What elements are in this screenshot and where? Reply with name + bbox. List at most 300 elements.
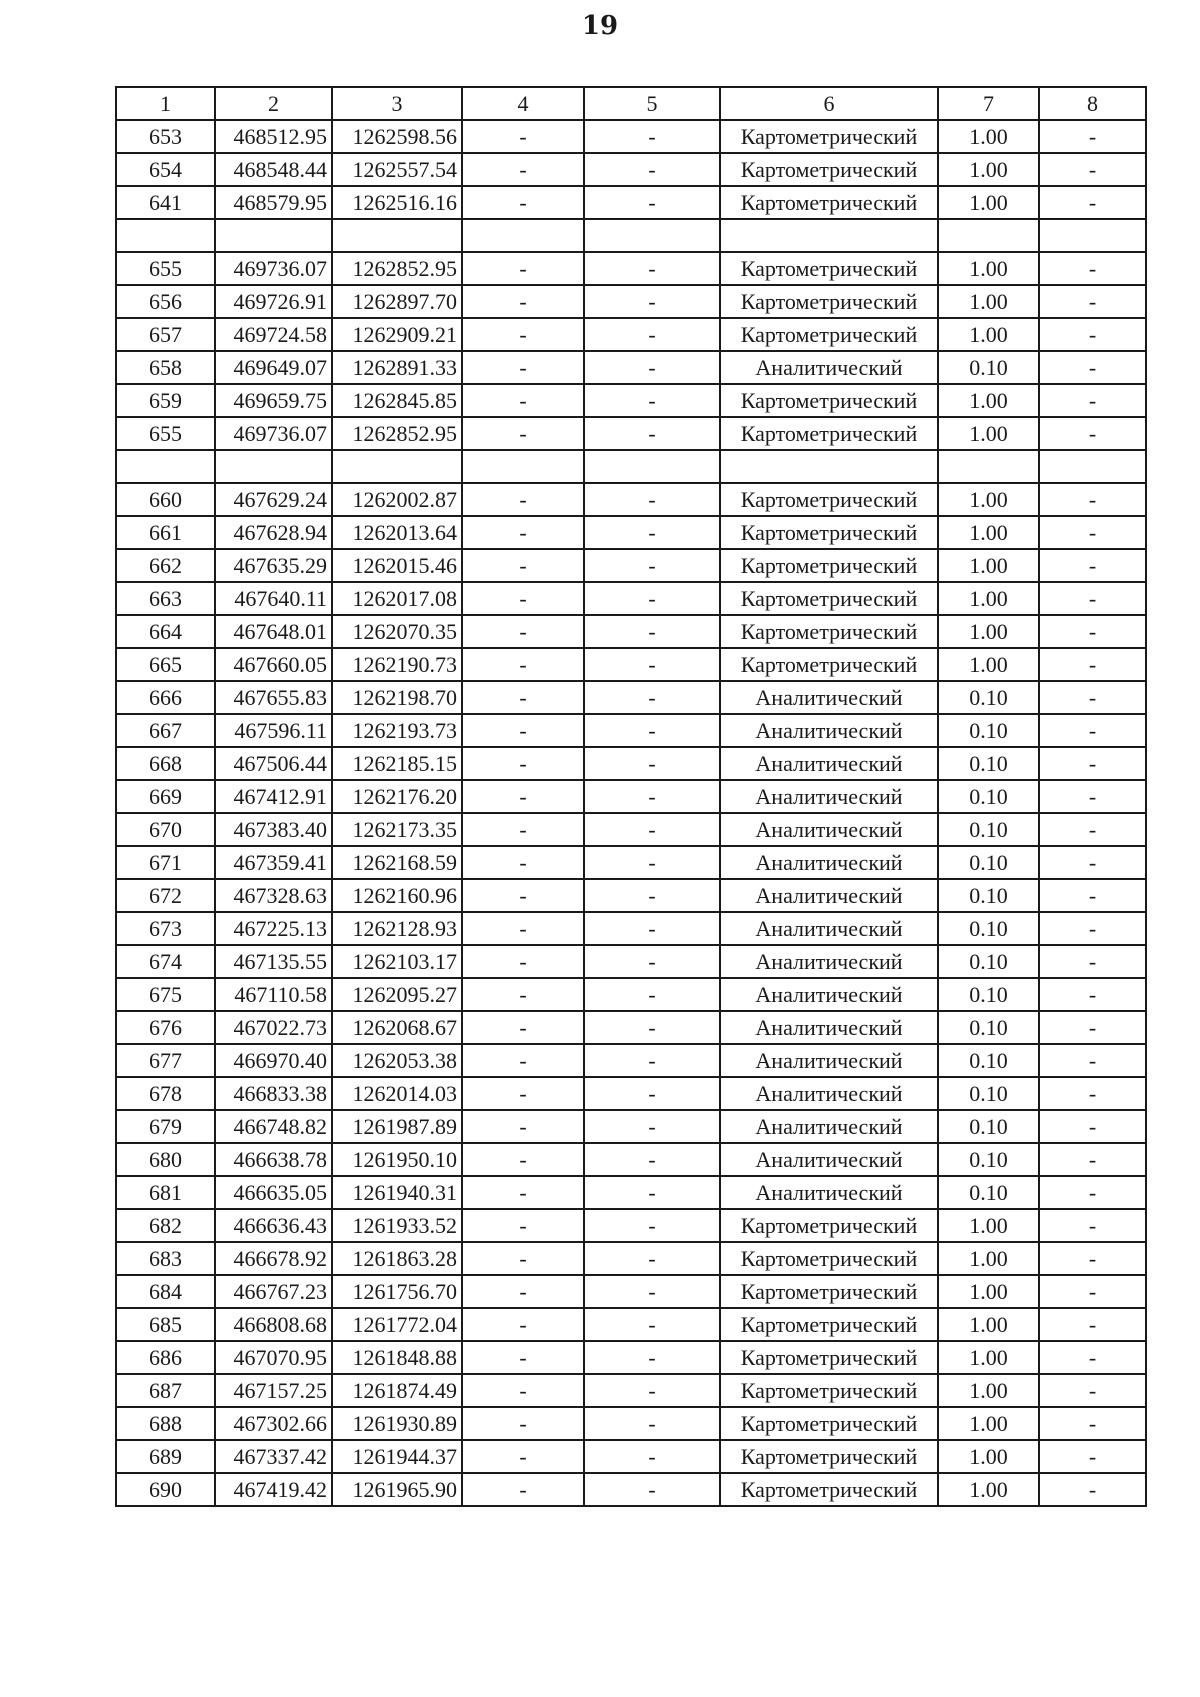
column-8-cell: -	[1039, 483, 1146, 516]
table-row	[116, 252, 1146, 285]
column-4-cell: -	[462, 1242, 584, 1275]
x-coordinate-cell: 466748.82	[215, 1110, 332, 1143]
column-4-cell: -	[462, 846, 584, 879]
point-number-cell: 666	[116, 681, 215, 714]
point-number-cell: 658	[116, 351, 215, 384]
y-coordinate-cell: 1262897.70	[332, 285, 462, 318]
point-number-cell: 673	[116, 912, 215, 945]
column-5-cell: -	[584, 153, 720, 186]
accuracy-cell: 0.10	[938, 879, 1039, 912]
x-coordinate-cell: 467302.66	[215, 1407, 332, 1440]
point-number-cell: 675	[116, 978, 215, 1011]
x-coordinate-cell: 466635.05	[215, 1176, 332, 1209]
point-number-cell: 660	[116, 483, 215, 516]
point-number-cell: 685	[116, 1308, 215, 1341]
column-4-cell: -	[462, 879, 584, 912]
point-number-cell: 668	[116, 747, 215, 780]
table-row	[116, 1440, 1146, 1473]
column-4-cell: -	[462, 483, 584, 516]
method-cell: Картометрический	[720, 516, 938, 549]
column-5-cell	[584, 450, 720, 483]
table-row	[116, 978, 1146, 1011]
column-8-cell: -	[1039, 318, 1146, 351]
column-4-cell: -	[462, 615, 584, 648]
column-4-cell: -	[462, 582, 584, 615]
column-4-cell: -	[462, 1308, 584, 1341]
table-row	[116, 1011, 1146, 1044]
column-4-cell: -	[462, 1440, 584, 1473]
point-number-cell: 659	[116, 384, 215, 417]
column-4-cell: -	[462, 1110, 584, 1143]
accuracy-cell: 0.10	[938, 681, 1039, 714]
column-5-cell: -	[584, 1374, 720, 1407]
accuracy-cell: 0.10	[938, 351, 1039, 384]
accuracy-cell: 0.10	[938, 1110, 1039, 1143]
accuracy-cell: 1.00	[938, 384, 1039, 417]
column-header: 2	[215, 87, 332, 120]
method-cell	[720, 219, 938, 252]
x-coordinate-cell: 467383.40	[215, 813, 332, 846]
column-8-cell: -	[1039, 120, 1146, 153]
accuracy-cell: 1.00	[938, 1275, 1039, 1308]
y-coordinate-cell: 1261848.88	[332, 1341, 462, 1374]
column-4-cell: -	[462, 1341, 584, 1374]
point-number-cell: 672	[116, 879, 215, 912]
accuracy-cell: 1.00	[938, 483, 1039, 516]
column-8-cell: -	[1039, 1275, 1146, 1308]
accuracy-cell: 1.00	[938, 1374, 1039, 1407]
accuracy-cell: 0.10	[938, 1143, 1039, 1176]
column-8-cell: -	[1039, 153, 1146, 186]
column-5-cell: -	[584, 1341, 720, 1374]
y-coordinate-cell: 1262128.93	[332, 912, 462, 945]
column-5-cell: -	[584, 714, 720, 747]
x-coordinate-cell: 468512.95	[215, 120, 332, 153]
point-number-cell: 670	[116, 813, 215, 846]
point-number-cell: 657	[116, 318, 215, 351]
column-4-cell: -	[462, 318, 584, 351]
accuracy-cell: 0.10	[938, 747, 1039, 780]
column-8-cell: -	[1039, 1440, 1146, 1473]
column-5-cell: -	[584, 483, 720, 516]
table-row	[116, 219, 1146, 252]
table-row	[116, 582, 1146, 615]
column-5-cell: -	[584, 120, 720, 153]
point-number-cell: 683	[116, 1242, 215, 1275]
x-coordinate-cell: 469736.07	[215, 417, 332, 450]
column-5-cell: -	[584, 516, 720, 549]
table-row	[116, 912, 1146, 945]
column-5-cell: -	[584, 582, 720, 615]
table-row	[116, 813, 1146, 846]
column-header: 3	[332, 87, 462, 120]
y-coordinate-cell: 1261756.70	[332, 1275, 462, 1308]
accuracy-cell: 0.10	[938, 945, 1039, 978]
accuracy-cell: 0.10	[938, 813, 1039, 846]
column-8-cell: -	[1039, 252, 1146, 285]
column-5-cell: -	[584, 318, 720, 351]
method-cell: Картометрический	[720, 186, 938, 219]
table-row	[116, 351, 1146, 384]
table-body	[116, 87, 1146, 1506]
column-8-cell	[1039, 450, 1146, 483]
column-4-cell: -	[462, 1077, 584, 1110]
method-cell: Картометрический	[720, 648, 938, 681]
point-number-cell: 674	[116, 945, 215, 978]
column-5-cell: -	[584, 747, 720, 780]
x-coordinate-cell: 467070.95	[215, 1341, 332, 1374]
x-coordinate-cell: 466970.40	[215, 1044, 332, 1077]
table-row	[116, 1407, 1146, 1440]
table-row	[116, 516, 1146, 549]
point-number-cell: 655	[116, 252, 215, 285]
y-coordinate-cell: 1262002.87	[332, 483, 462, 516]
method-cell: Картометрический	[720, 120, 938, 153]
y-coordinate-cell: 1262053.38	[332, 1044, 462, 1077]
point-number-cell: 689	[116, 1440, 215, 1473]
point-number-cell	[116, 219, 215, 252]
method-cell: Картометрический	[720, 483, 938, 516]
column-8-cell: -	[1039, 879, 1146, 912]
table-row	[116, 648, 1146, 681]
column-8-cell: -	[1039, 648, 1146, 681]
method-cell: Картометрический	[720, 417, 938, 450]
method-cell: Аналитический	[720, 714, 938, 747]
column-8-cell: -	[1039, 516, 1146, 549]
table-row	[116, 615, 1146, 648]
method-cell: Картометрический	[720, 252, 938, 285]
method-cell: Аналитический	[720, 1143, 938, 1176]
column-8-cell: -	[1039, 1110, 1146, 1143]
table-row	[116, 1044, 1146, 1077]
column-5-cell: -	[584, 1440, 720, 1473]
column-5-cell: -	[584, 186, 720, 219]
x-coordinate-cell: 467648.01	[215, 615, 332, 648]
y-coordinate-cell: 1262909.21	[332, 318, 462, 351]
method-cell: Аналитический	[720, 1011, 938, 1044]
point-number-cell: 688	[116, 1407, 215, 1440]
column-5-cell: -	[584, 1209, 720, 1242]
table-row	[116, 417, 1146, 450]
accuracy-cell: 1.00	[938, 615, 1039, 648]
table-row	[116, 747, 1146, 780]
accuracy-cell: 0.10	[938, 846, 1039, 879]
table-row	[116, 1374, 1146, 1407]
column-5-cell: -	[584, 648, 720, 681]
column-header: 5	[584, 87, 720, 120]
column-8-cell: -	[1039, 747, 1146, 780]
point-number-cell: 681	[116, 1176, 215, 1209]
column-8-cell: -	[1039, 1308, 1146, 1341]
column-5-cell: -	[584, 978, 720, 1011]
column-4-cell: -	[462, 1374, 584, 1407]
table-row	[116, 549, 1146, 582]
x-coordinate-cell: 467635.29	[215, 549, 332, 582]
method-cell: Картометрический	[720, 285, 938, 318]
table-row	[116, 384, 1146, 417]
table-header-row	[116, 87, 1146, 120]
accuracy-cell: 1.00	[938, 186, 1039, 219]
method-cell: Картометрический	[720, 1341, 938, 1374]
y-coordinate-cell: 1262185.15	[332, 747, 462, 780]
x-coordinate-cell: 467506.44	[215, 747, 332, 780]
method-cell: Картометрический	[720, 153, 938, 186]
column-4-cell: -	[462, 978, 584, 1011]
y-coordinate-cell: 1262014.03	[332, 1077, 462, 1110]
column-4-cell: -	[462, 516, 584, 549]
method-cell: Аналитический	[720, 681, 938, 714]
column-8-cell: -	[1039, 1077, 1146, 1110]
y-coordinate-cell: 1261874.49	[332, 1374, 462, 1407]
accuracy-cell: 1.00	[938, 648, 1039, 681]
table-row	[116, 1341, 1146, 1374]
y-coordinate-cell: 1262198.70	[332, 681, 462, 714]
y-coordinate-cell: 1262173.35	[332, 813, 462, 846]
x-coordinate-cell: 467655.83	[215, 681, 332, 714]
y-coordinate-cell: 1262160.96	[332, 879, 462, 912]
accuracy-cell: 0.10	[938, 1044, 1039, 1077]
table-row	[116, 483, 1146, 516]
table-row	[116, 318, 1146, 351]
y-coordinate-cell: 1262103.17	[332, 945, 462, 978]
point-number-cell: 687	[116, 1374, 215, 1407]
column-4-cell: -	[462, 384, 584, 417]
column-5-cell: -	[584, 1275, 720, 1308]
column-4-cell: -	[462, 549, 584, 582]
table-row	[116, 846, 1146, 879]
x-coordinate-cell: 466767.23	[215, 1275, 332, 1308]
table-row	[116, 285, 1146, 318]
accuracy-cell: 1.00	[938, 549, 1039, 582]
table-row	[116, 1275, 1146, 1308]
accuracy-cell: 1.00	[938, 1341, 1039, 1374]
accuracy-cell: 1.00	[938, 1473, 1039, 1506]
coordinates-table	[115, 86, 1147, 1507]
x-coordinate-cell: 467628.94	[215, 516, 332, 549]
accuracy-cell	[938, 219, 1039, 252]
x-coordinate-cell: 467022.73	[215, 1011, 332, 1044]
column-8-cell: -	[1039, 351, 1146, 384]
column-8-cell: -	[1039, 846, 1146, 879]
column-5-cell: -	[584, 1044, 720, 1077]
point-number-cell: 680	[116, 1143, 215, 1176]
y-coordinate-cell: 1261987.89	[332, 1110, 462, 1143]
column-5-cell: -	[584, 1176, 720, 1209]
x-coordinate-cell: 466833.38	[215, 1077, 332, 1110]
x-coordinate-cell: 467640.11	[215, 582, 332, 615]
table-row	[116, 186, 1146, 219]
column-4-cell	[462, 450, 584, 483]
y-coordinate-cell: 1262190.73	[332, 648, 462, 681]
accuracy-cell: 1.00	[938, 285, 1039, 318]
method-cell: Картометрический	[720, 384, 938, 417]
method-cell: Аналитический	[720, 780, 938, 813]
x-coordinate-cell: 467596.11	[215, 714, 332, 747]
table-row	[116, 1176, 1146, 1209]
column-8-cell: -	[1039, 1176, 1146, 1209]
x-coordinate-cell: 469736.07	[215, 252, 332, 285]
point-number-cell: 677	[116, 1044, 215, 1077]
accuracy-cell: 0.10	[938, 1176, 1039, 1209]
table-row	[116, 1110, 1146, 1143]
column-8-cell	[1039, 219, 1146, 252]
point-number-cell: 690	[116, 1473, 215, 1506]
column-5-cell: -	[584, 285, 720, 318]
column-8-cell: -	[1039, 945, 1146, 978]
y-coordinate-cell: 1262176.20	[332, 780, 462, 813]
table-row	[116, 120, 1146, 153]
x-coordinate-cell: 467337.42	[215, 1440, 332, 1473]
x-coordinate-cell: 466808.68	[215, 1308, 332, 1341]
y-coordinate-cell: 1262095.27	[332, 978, 462, 1011]
column-5-cell: -	[584, 879, 720, 912]
column-5-cell: -	[584, 780, 720, 813]
y-coordinate-cell: 1262557.54	[332, 153, 462, 186]
x-coordinate-cell	[215, 219, 332, 252]
method-cell: Аналитический	[720, 747, 938, 780]
accuracy-cell: 1.00	[938, 120, 1039, 153]
x-coordinate-cell: 467110.58	[215, 978, 332, 1011]
method-cell: Аналитический	[720, 1176, 938, 1209]
y-coordinate-cell: 1262168.59	[332, 846, 462, 879]
column-8-cell: -	[1039, 714, 1146, 747]
column-8-cell: -	[1039, 1044, 1146, 1077]
accuracy-cell: 1.00	[938, 1242, 1039, 1275]
x-coordinate-cell: 468579.95	[215, 186, 332, 219]
column-5-cell: -	[584, 417, 720, 450]
y-coordinate-cell: 1261933.52	[332, 1209, 462, 1242]
column-4-cell: -	[462, 1209, 584, 1242]
x-coordinate-cell: 469726.91	[215, 285, 332, 318]
column-8-cell: -	[1039, 582, 1146, 615]
column-5-cell: -	[584, 615, 720, 648]
column-5-cell: -	[584, 1110, 720, 1143]
method-cell: Картометрический	[720, 1275, 938, 1308]
point-number-cell: 678	[116, 1077, 215, 1110]
y-coordinate-cell: 1261863.28	[332, 1242, 462, 1275]
point-number-cell: 662	[116, 549, 215, 582]
column-8-cell: -	[1039, 978, 1146, 1011]
y-coordinate-cell: 1261940.31	[332, 1176, 462, 1209]
method-cell: Картометрический	[720, 1473, 938, 1506]
accuracy-cell: 0.10	[938, 1011, 1039, 1044]
table-row	[116, 1308, 1146, 1341]
column-5-cell: -	[584, 351, 720, 384]
point-number-cell: 669	[116, 780, 215, 813]
y-coordinate-cell: 1262015.46	[332, 549, 462, 582]
column-5-cell: -	[584, 384, 720, 417]
column-8-cell: -	[1039, 1374, 1146, 1407]
accuracy-cell: 1.00	[938, 582, 1039, 615]
accuracy-cell: 1.00	[938, 516, 1039, 549]
accuracy-cell: 1.00	[938, 1209, 1039, 1242]
column-5-cell: -	[584, 549, 720, 582]
x-coordinate-cell: 466636.43	[215, 1209, 332, 1242]
column-4-cell: -	[462, 681, 584, 714]
y-coordinate-cell: 1262070.35	[332, 615, 462, 648]
x-coordinate-cell: 469659.75	[215, 384, 332, 417]
accuracy-cell	[938, 450, 1039, 483]
column-4-cell: -	[462, 186, 584, 219]
method-cell: Картометрический	[720, 615, 938, 648]
y-coordinate-cell	[332, 219, 462, 252]
y-coordinate-cell: 1261965.90	[332, 1473, 462, 1506]
table-row	[116, 1473, 1146, 1506]
column-5-cell: -	[584, 912, 720, 945]
table-row	[116, 714, 1146, 747]
column-4-cell: -	[462, 252, 584, 285]
column-5-cell: -	[584, 1407, 720, 1440]
table-row	[116, 1209, 1146, 1242]
column-4-cell: -	[462, 714, 584, 747]
x-coordinate-cell: 467629.24	[215, 483, 332, 516]
column-5-cell: -	[584, 1242, 720, 1275]
x-coordinate-cell: 467157.25	[215, 1374, 332, 1407]
table-row	[116, 450, 1146, 483]
column-8-cell: -	[1039, 681, 1146, 714]
method-cell: Аналитический	[720, 1077, 938, 1110]
column-5-cell: -	[584, 681, 720, 714]
column-8-cell: -	[1039, 1143, 1146, 1176]
column-5-cell	[584, 219, 720, 252]
column-8-cell: -	[1039, 417, 1146, 450]
column-4-cell: -	[462, 351, 584, 384]
x-coordinate-cell: 467412.91	[215, 780, 332, 813]
point-number-cell: 671	[116, 846, 215, 879]
method-cell: Аналитический	[720, 978, 938, 1011]
point-number-cell: 682	[116, 1209, 215, 1242]
accuracy-cell: 1.00	[938, 1308, 1039, 1341]
y-coordinate-cell	[332, 450, 462, 483]
point-number-cell: 655	[116, 417, 215, 450]
column-5-cell: -	[584, 813, 720, 846]
table-row	[116, 1077, 1146, 1110]
x-coordinate-cell: 469724.58	[215, 318, 332, 351]
method-cell	[720, 450, 938, 483]
column-header: 4	[462, 87, 584, 120]
column-8-cell: -	[1039, 1341, 1146, 1374]
column-8-cell: -	[1039, 549, 1146, 582]
column-4-cell: -	[462, 648, 584, 681]
page-number: 19	[581, 11, 619, 41]
column-4-cell: -	[462, 1011, 584, 1044]
x-coordinate-cell: 468548.44	[215, 153, 332, 186]
x-coordinate-cell: 466678.92	[215, 1242, 332, 1275]
accuracy-cell: 0.10	[938, 780, 1039, 813]
method-cell: Аналитический	[720, 846, 938, 879]
x-coordinate-cell: 467660.05	[215, 648, 332, 681]
y-coordinate-cell: 1262891.33	[332, 351, 462, 384]
method-cell: Аналитический	[720, 1110, 938, 1143]
point-number-cell: 664	[116, 615, 215, 648]
x-coordinate-cell: 467328.63	[215, 879, 332, 912]
column-5-cell: -	[584, 846, 720, 879]
point-number-cell: 641	[116, 186, 215, 219]
point-number-cell: 665	[116, 648, 215, 681]
column-5-cell: -	[584, 1308, 720, 1341]
method-cell: Картометрический	[720, 1374, 938, 1407]
accuracy-cell: 1.00	[938, 252, 1039, 285]
column-4-cell: -	[462, 120, 584, 153]
method-cell: Картометрический	[720, 1407, 938, 1440]
y-coordinate-cell: 1262598.56	[332, 120, 462, 153]
point-number-cell: 654	[116, 153, 215, 186]
column-5-cell: -	[584, 252, 720, 285]
column-8-cell: -	[1039, 186, 1146, 219]
column-5-cell: -	[584, 1143, 720, 1176]
table-row	[116, 1143, 1146, 1176]
column-4-cell: -	[462, 153, 584, 186]
